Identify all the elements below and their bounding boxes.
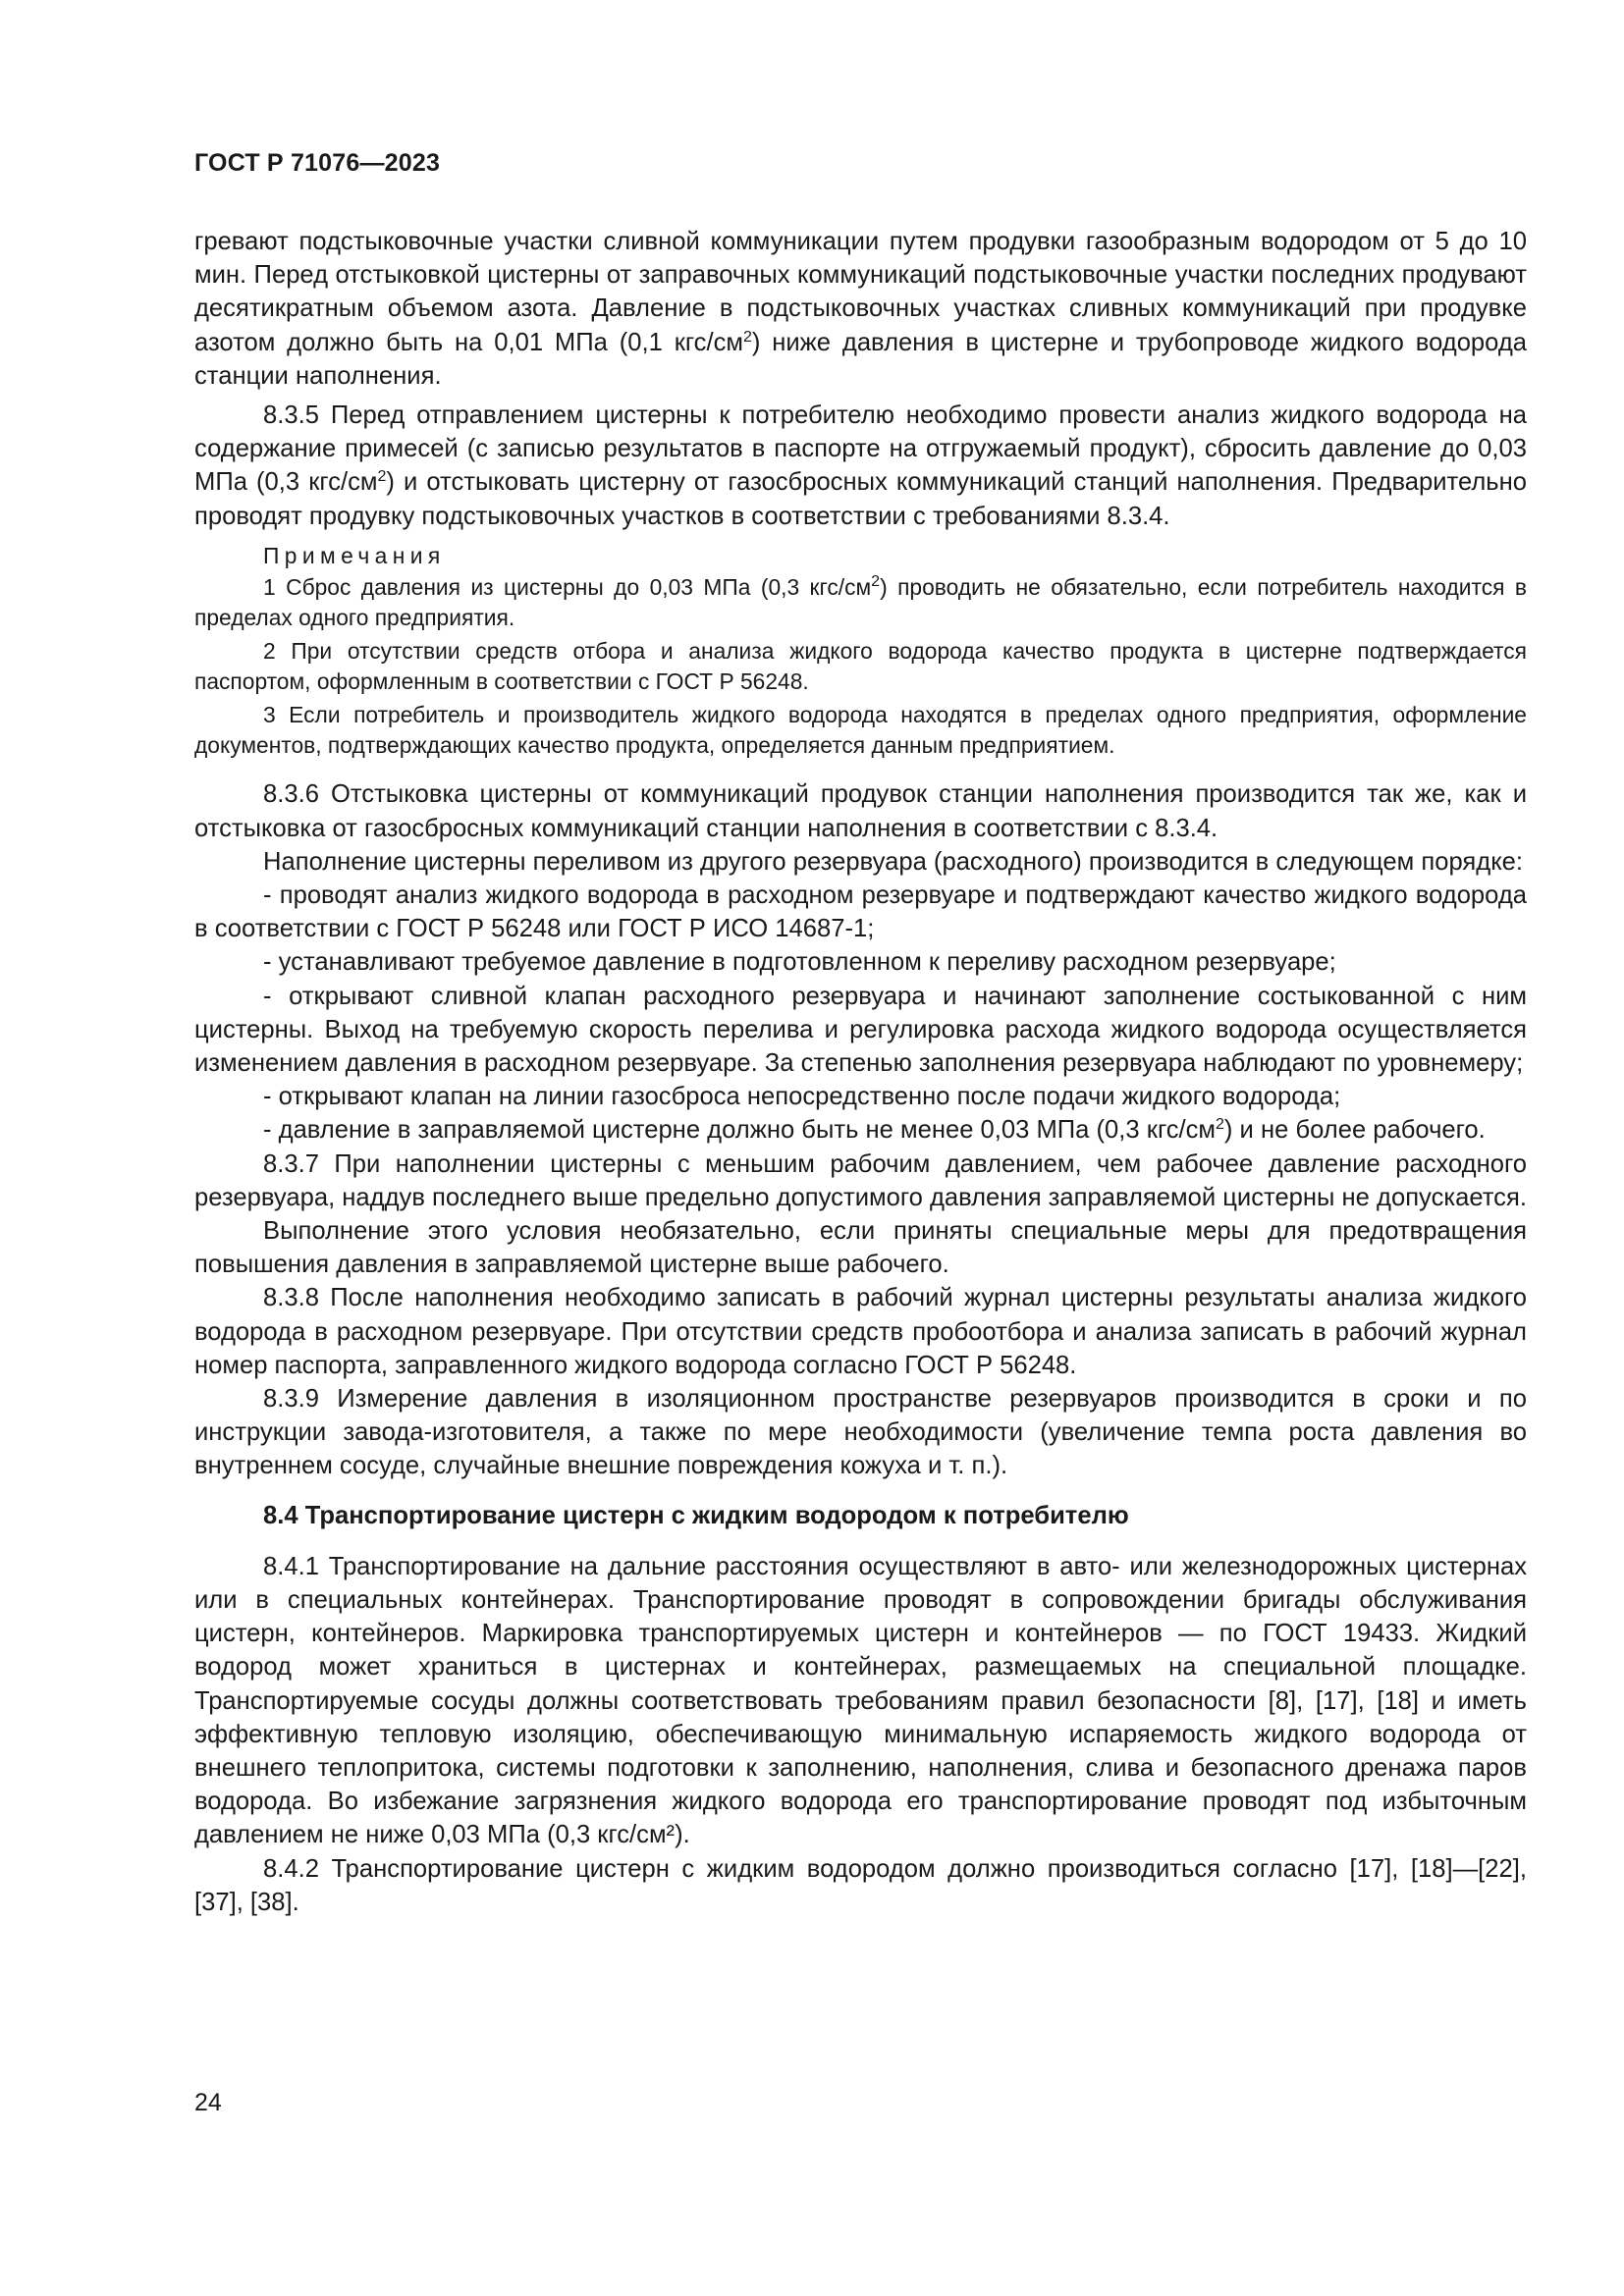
page-number: 24 [194,2089,222,2116]
list-item: - устанавливают требуемое давление в подготовленном к переливу расходном резервуаре; [263,948,1336,977]
paragraph-8-4-2: 8.4.2 Транспортирование цистерн с жидким водородом должно производиться согласно [17], [18]—[22], [37], [38]. [194,1854,1527,1916]
list-item: - открывают клапан на линии газосброса непосредственно после подачи жидкого водорода; [263,1083,1341,1111]
paragraph-8-3-5: 8.3.5 Перед отправлением цистерны к потребителю необходимо провести анализ жидкого водорода на содержание примесей (с записью результатов в паспорте на отгружаемый продукт), сбросить давление до 0,03 МПа (0,3 кгс/$см^2$) и отстыковать цистерну от газосбросных коммуникаций станций наполнения. Предварительно проводят продувку подстыковочных участков в соответствии с требованиями 8.3.4. [194,401,1527,530]
note-3: 3 Если потребитель и производитель жидкого водорода находятся в пределах одного предприятия, оформление документов, подтверждающих качество продукта, определяется данным предприятием. [194,702,1527,758]
list-item: - открывают сливной клапан расходного резервуара и начинают заполнение состыкованной с ним цистерны. Выход на требуемую скорость перелива и регулировка расхода жидкого водорода осуществляется изменением давления в расходном резервуаре. За степенью заполнения резервуара наблюдают по уровнемеру; [194,982,1527,1077]
paragraph-continuation: гревают подстыковочные участки сливной коммуникации путем продувки газообразным водородом от 5 до 10 мин. Перед отстыковкой цистерны от заправочных коммуникаций подстыковочные участки последних продувают десятикратным объемом азота. Давление в подстыковочных участках сливных коммуникаций при продувке азотом должно быть на 0,01 МПа (0,1 кгс/$см^2$) ниже давления в цистерне и трубопроводе жидкого водорода станции наполнения. [194,228,1527,390]
paragraph-condition: Выполнение этого условия необязательно, если приняты специальные меры для предотвращения повышения давления в заправляемой цистерне выше рабочего. [194,1216,1527,1279]
paragraph-8-3-9: 8.3.9 Измерение давления в изоляционном пространстве резервуаров производится в сроки и по инструкции завода-изготовителя, а также по мере необходимости (увеличение темпа роста давления во внутреннем сосуде, случайные внешние повреждения кожуха и т. п.). [194,1384,1527,1480]
list-item: - проводят анализ жидкого водорода в расходном резервуаре и подтверждают качество жидкого водорода в соответствии с ГОСТ Р 56248 или ГОСТ Р ИСО 14687-1; [194,881,1527,943]
list-item: - давление в заправляемой цистерне должно быть не менее 0,03 МПа (0,3 кгс/$см^2$) и не более рабочего. [263,1116,1486,1145]
note-1: 1 Сброс давления из цистерны до 0,03 МПа (0,3 кгс/$см^2$) проводить не обязательно, если потребитель находится в пределах одного предприятия. [194,573,1527,630]
notes-title: Примечания [263,542,446,568]
note-2: 2 При отсутствии средств отбора и анализа жидкого водорода качество продукта в цистерне подтверждается паспортом, оформленным в соответствии с ГОСТ Р 56248. [194,638,1527,694]
paragraph-8-3-6: 8.3.6 Отстыковка цистерны от коммуникаций продувок станции наполнения производится так же, как и отстыковка от газосбросных коммуникаций станции наполнения в соответствии с 8.3.4. [194,780,1527,842]
paragraph-8-3-7: 8.3.7 При наполнении цистерны с меньшим рабочим давлением, чем рабочее давление расходного резервуара, наддув последнего выше предельно допустимого давления заправляемой цистерны не допускается. [194,1149,1527,1211]
notes-block [194,541,1527,761]
document-header: ГОСТ Р 71076—2023 [194,149,441,177]
paragraph-filling-order: Наполнение цистерны переливом из другого резервуара (расходного) производится в следующем порядке: [263,847,1524,876]
document-body [194,225,1527,1919]
paragraph-8-4-1: 8.4.1 Транспортирование на дальние расстояния осуществляют в авто- или железнодорожных цистернах или в специальных контейнерах. Транспортирование проводят в сопровождении бригады обслуживания цистерн, контейнеров. Маркировка транспортируемых цистерн и контейнеров — по ГОСТ 19433. Жидкий водород может храниться в цистернах и контейнерах, размещаемых на специальной площадке. Транспортируемые сосуды должны соответствовать требованиям правил безопасности [8], [17], [18] и иметь эффективную тепловую изоляцию, обеспечивающую минимальную испаряемость жидкого водорода от внешнего теплопритока, системы подготовки к заполнению, наполнения, слива и безопасного дренажа паров водорода. Во избежание загрязнения жидкого водорода его транспортирование проводят под избыточным давлением не ниже 0,03 МПа (0,3 кгс/см²). [194,1552,1527,1849]
paragraph-8-3-8: 8.3.8 После наполнения необходимо записать в рабочий журнал цистерны результаты анализа жидкого водорода в расходном резервуаре. При отсутствии средств пробоотбора и анализа записать в рабочий журнал номер паспорта, заправленного жидкого водорода согласно ГОСТ Р 56248. [194,1284,1527,1379]
section-heading-8-4: 8.4 Транспортирование цистерн с жидким водородом к потребителю [263,1501,1129,1529]
